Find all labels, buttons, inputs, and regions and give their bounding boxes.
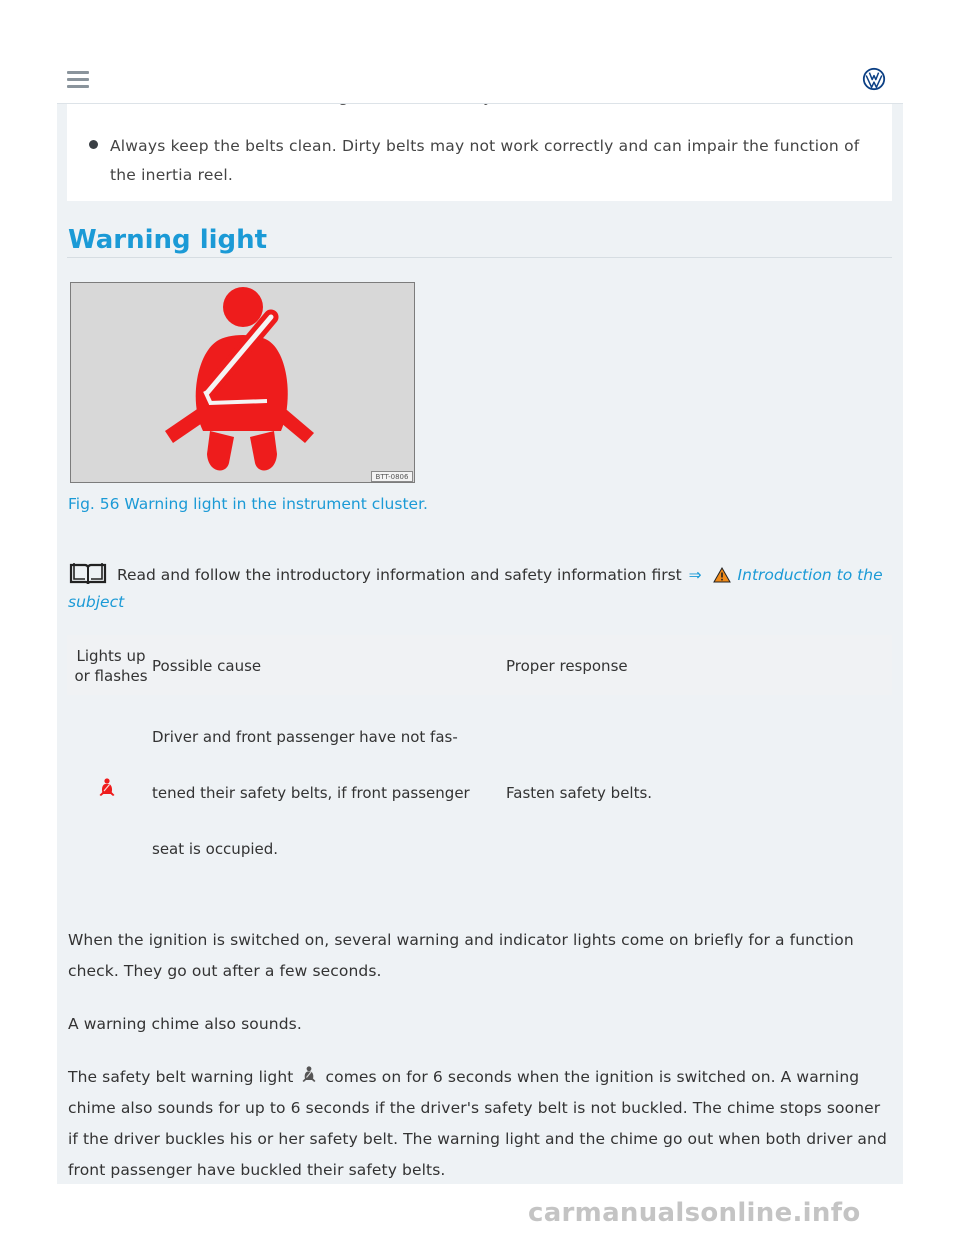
- hamburger-menu-icon[interactable]: [67, 71, 89, 89]
- intro-line: [68, 561, 888, 616]
- header-cause: Possible cause: [152, 657, 262, 675]
- figure-image: [70, 282, 415, 483]
- intro-link[interactable]: Introduction to the subject: [68, 566, 883, 611]
- header-lights: Lights up or flashes: [74, 647, 148, 685]
- volkswagen-logo-icon[interactable]: [862, 67, 886, 91]
- seat-belt-inline-icon: [301, 1066, 317, 1084]
- figure-code: BTT-0806: [371, 471, 413, 482]
- bullet-text: Always keep the belts clean. Dirty belts may not work correctly and can impair the function of the inertia reel.: [110, 137, 860, 184]
- cause-line-1: Driver and front passenger have not fas-: [152, 728, 458, 746]
- bullet-icon: [89, 140, 98, 149]
- cause-line-3: seat is occupied.: [152, 840, 279, 858]
- seat-belt-small-icon: [98, 778, 116, 798]
- section-title: Warning light: [68, 225, 268, 255]
- arrow-icon: ⇒: [688, 566, 702, 584]
- watermark: carmanualsonline.info: [528, 1198, 861, 1228]
- top-header-bar: [57, 0, 903, 104]
- response-cell: Fasten safety belts.: [506, 784, 653, 802]
- paragraph-3: [68, 1062, 888, 1186]
- paragraph-3-end: comes on for 6 seconds when the ignition is switched on. A warning chime also sounds for up to 6 seconds if the driver's safety belt is not buckled. The chime stops sooner if the driver buckles his or her safety belt. The warning light and the chime go out when both driver and front passenger have buckled their safety belts.: [68, 1068, 887, 1179]
- warning-triangle-icon: [713, 567, 731, 583]
- figure-caption: Fig. 56 Warning light in the instrument cluster.: [68, 495, 428, 513]
- paragraph-1: When the ignition is switched on, several warning and indicator lights come on briefly for a function check. They go out after a few seconds.: [68, 931, 854, 980]
- paragraph-2: A warning chime also sounds.: [68, 1015, 302, 1033]
- title-divider: [67, 257, 892, 258]
- header-response: Proper response: [506, 657, 628, 675]
- seat-belt-warning-icon: [71, 283, 414, 482]
- paragraph-3-start: The safety belt warning light: [68, 1068, 294, 1086]
- cause-line-2: tened their safety belts, if front passenger: [152, 784, 470, 802]
- book-icon: [68, 561, 108, 585]
- intro-text: Read and follow the introductory information and safety information first: [116, 566, 682, 584]
